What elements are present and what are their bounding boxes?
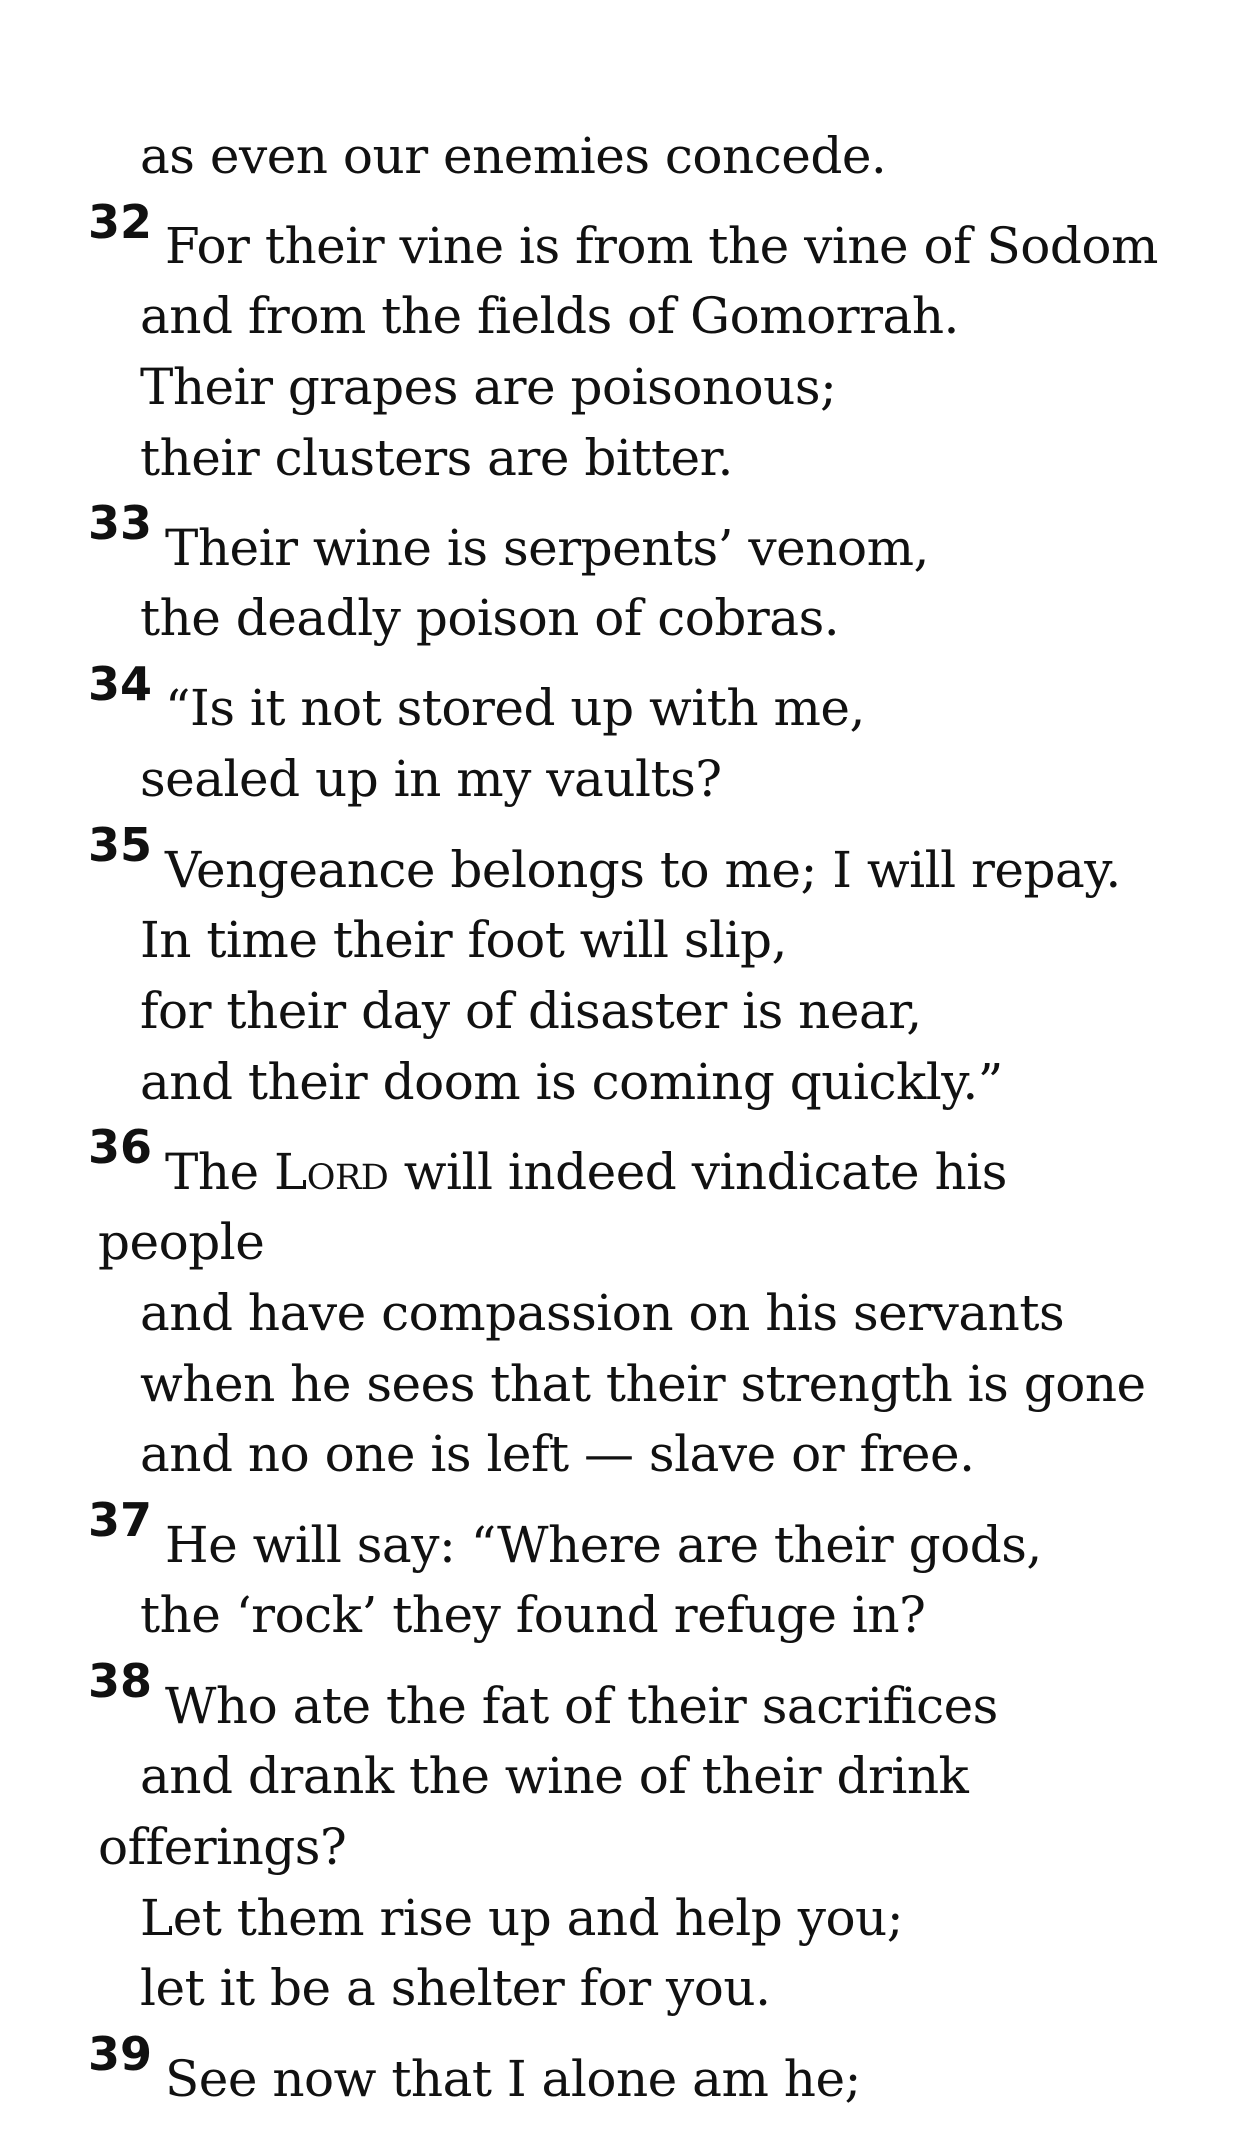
verse-line: Their wine is serpents’ venom, (165, 519, 929, 577)
verse-line: He will say: “Where are their gods, (165, 1516, 1042, 1574)
verse-number: 38 (88, 1654, 153, 1708)
verse-line (165, 1142, 1007, 1202)
verse-line: and their doom is coming quickly.” (140, 1053, 1003, 1111)
verse-line: for their day of disaster is near, (140, 982, 922, 1040)
verse-line: the ‘rock’ they found refuge in? (140, 1586, 926, 1644)
verse-line: the deadly poison of cobras. (140, 589, 840, 647)
verse-line: let it be a shelter for you. (140, 1959, 771, 2017)
verse-line: and from the fields of Gomorrah. (140, 287, 959, 345)
verse-line: In time their foot will slip, (140, 911, 787, 969)
verse-number: 35 (88, 818, 153, 872)
divine-name-smallcaps: Lord (274, 1143, 389, 1201)
verse-line: and drank the wine of their drink (140, 1747, 969, 1805)
verse-text: will indeed vindicate his (388, 1143, 1007, 1201)
verse-line: sealed up in my vaults? (140, 750, 722, 808)
verse-number: 39 (88, 2027, 153, 2081)
verse-line: and no one is left — slave or free. (140, 1425, 975, 1483)
verse-number: 33 (88, 496, 153, 550)
verse-line: as even our enemies concede. (140, 127, 887, 185)
verse-text: The (165, 1143, 275, 1201)
verse-number: 36 (88, 1120, 153, 1174)
verse-line: For their vine is from the vine of Sodom (165, 217, 1158, 275)
verse-line: Let them rise up and help you; (140, 1889, 904, 1947)
verse-line: “Is it not stored up with me, (165, 679, 865, 737)
verse-number: 32 (88, 195, 153, 249)
verse-line: and have compassion on his servants (140, 1284, 1065, 1342)
verse-line: when he sees that their strength is gone (140, 1355, 1146, 1413)
verse-line-wrap: people (98, 1213, 265, 1271)
verse-line: Who ate the fat of their sacrifices (165, 1677, 998, 1735)
verse-line: Their grapes are poisonous; (140, 358, 837, 416)
verse-line: See now that I alone am he; (165, 2050, 861, 2108)
verse-number: 34 (88, 657, 153, 711)
verse-number: 37 (88, 1493, 153, 1547)
verse-line: their clusters are bitter. (140, 429, 733, 487)
verse-line-wrap: offerings? (98, 1818, 347, 1876)
verse-line: Vengeance belongs to me; I will repay. (165, 841, 1121, 899)
